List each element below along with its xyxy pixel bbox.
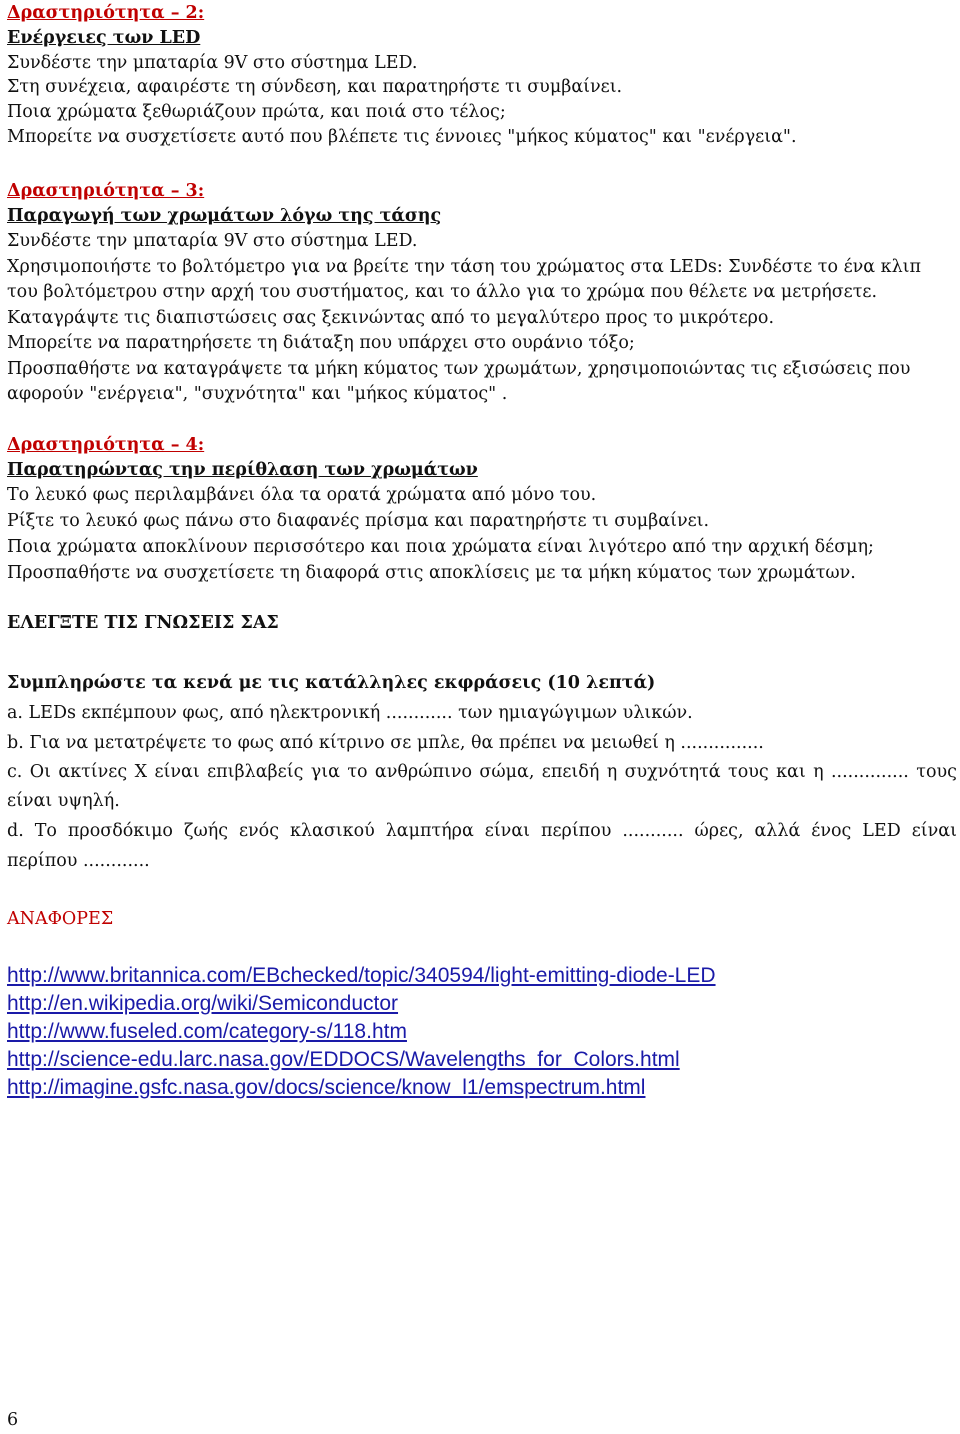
activity2-line: Συνδέστε την μπαταρία 9V στο σύστημα LED.	[7, 53, 418, 73]
reference-link-britannica[interactable]: http://www.britannica.com/EBchecked/topic/340594/light-emitting-diode-LED	[7, 964, 716, 987]
item-c-word: τους	[916, 762, 957, 782]
item-c-word: σώμα,	[479, 762, 535, 782]
item-d-word: αλλά	[754, 821, 801, 841]
activity3-line: Προσπαθήστε να καταγράψετε τα μήκη κύματος των χρωμάτων, χρησιμοποιώντας τις εξισώσεις που	[7, 359, 911, 379]
activity2-line: Στη συνέχεια, αφαιρέστε τη σύνδεση, και παρατηρήστε τι συμβαίνει.	[7, 77, 623, 97]
reference-link-wikipedia[interactable]: http://en.wikipedia.org/wiki/Semiconductor	[7, 992, 399, 1015]
activity2-subtitle: Ενέργειες των LED	[7, 28, 201, 48]
item-c-word: ..............	[830, 762, 909, 782]
item-c-word: η	[813, 762, 824, 782]
activity3-line: Χρησιμοποιήστε το βολτόμετρο για να βρείτε την τάση του χρώματος στα LEDs: Συνδέστε το ένα κλιπ	[7, 257, 922, 277]
item-d-word: LED	[862, 821, 901, 841]
item-c-word: ακτίνες	[58, 762, 128, 782]
item-d-word: ώρες,	[694, 821, 744, 841]
check-item-a: a. LEDs εκπέμπουν φως, από ηλεκτρονική ............ των ημιαγώγιμων υλικών.	[7, 703, 693, 723]
references-heading: ΑΝΑΦΟΡΕΣ	[7, 909, 114, 929]
reference-link-nasa-wavelengths[interactable]: http://science-edu.larc.nasa.gov/EDDOCS/Wavelengths_for_Colors.html	[7, 1048, 680, 1071]
check-item-c-line2: είναι υψηλή.	[7, 791, 120, 811]
activity3-line: του βολτόμετρου στην αρχή του συστήματος, και το άλλο για το χρώμα που θέλετε να μετρήσετε.	[7, 282, 878, 302]
activity4-title: Δραστηριότητα – 4:	[7, 435, 205, 455]
activity3-line: Συνδέστε την μπαταρία 9V στο σύστημα LED.	[7, 231, 418, 251]
item-d-word: είναι	[484, 821, 530, 841]
activity3-subtitle: Παραγωγή των χρωμάτων λόγω της τάσης	[7, 206, 442, 226]
activity3-line: Καταγράψτε τις διαπιστώσεις σας ξεκινώντας από το μεγαλύτερο προς το μικρότερο.	[7, 308, 775, 328]
activity2-title: Δραστηριότητα – 2:	[7, 3, 205, 23]
check-item-d-line2: περίπου ............	[7, 851, 150, 871]
activity4-line: Ποια χρώματα αποκλίνουν περισσότερο και ποια χρώματα είναι λιγότερο από την αρχική δέσμη;	[7, 537, 874, 557]
item-c-word: συχνότητά	[624, 762, 721, 782]
item-c-word: ανθρώπινο	[374, 762, 473, 782]
item-d-word: ζωής	[183, 821, 228, 841]
activity4-line: Ρίξτε το λευκό φως πάνω στο διαφανές πρίσμα και παρατηρήστε τι συμβαίνει.	[7, 511, 710, 531]
item-c-word: και	[776, 762, 806, 782]
item-d-word: λαμπτήρα	[385, 821, 474, 841]
check-instruction: Συμπληρώστε τα κενά με τις κατάλληλες εκφράσεις (10 λεπτά)	[7, 673, 656, 693]
item-c-word: επειδή	[541, 762, 600, 782]
check-item-b: b. Για να μετατρέψετε το φως από κίτρινο σε μπλε, θα πρέπει να μειωθεί η ...............	[7, 733, 764, 753]
check-item-c-line1	[7, 760, 957, 784]
activity2-line: Ποια χρώματα ξεθωριάζουν πρώτα, και ποιά στο τέλος;	[7, 102, 506, 122]
item-d-word: ενός	[238, 821, 280, 841]
item-d-word: d.	[7, 821, 24, 841]
item-c-word: Χ	[134, 762, 148, 782]
activity4-subtitle: Παρατηρώντας την περίθλαση των χρωμάτων	[7, 460, 478, 480]
item-d-word: προσδόκιμο	[67, 821, 173, 841]
item-d-word: Το	[34, 821, 57, 841]
activity4-line: Το λευκό φως περιλαμβάνει όλα τα ορατά χρώματα από μόνο του.	[7, 485, 597, 505]
reference-link-nasa-emspectrum[interactable]: http://imagine.gsfc.nasa.gov/docs/science/know_l1/emspectrum.html	[7, 1076, 646, 1099]
item-d-word: είναι	[911, 821, 957, 841]
activity4-line: Προσπαθήστε να συσχετίσετε τη διαφορά στις αποκλίσεις με τα μήκη κύματος των χρωμάτων.	[7, 563, 856, 583]
activity2-line: Μπορείτε να συσχετίσετε αυτό που βλέπετε τις έννοιες "μήκος κύματος" και "ενέργεια".	[7, 127, 797, 147]
item-d-word: περίπου	[540, 821, 612, 841]
item-c-word: τους	[728, 762, 769, 782]
activity3-line: Μπορείτε να παρατηρήσετε τη διάταξη που υπάρχει στο ουράνιο τόξο;	[7, 333, 635, 353]
item-c-word: είναι	[154, 762, 200, 782]
item-c-word: το	[347, 762, 368, 782]
check-heading: ΕΛΕΓΞΤΕ ΤΙΣ ΓΝΩΣΕΙΣ ΣΑΣ	[7, 613, 279, 633]
item-c-word: για	[310, 762, 340, 782]
item-d-word: ...........	[622, 821, 684, 841]
item-d-word: ένος	[811, 821, 852, 841]
item-c-word: η	[606, 762, 618, 782]
item-c-word: επιβλαβείς	[207, 762, 304, 782]
check-item-d-line1	[7, 819, 957, 843]
activity3-line: αφορούν "ενέργεια", "συχνότητα" και "μήκος κύματος" .	[7, 384, 508, 404]
activity3-title: Δραστηριότητα – 3:	[7, 181, 205, 201]
item-c-word: Οι	[29, 762, 51, 782]
item-c-word: c.	[7, 762, 23, 782]
reference-link-fuseled[interactable]: http://www.fuseled.com/category-s/118.htm	[7, 1020, 407, 1043]
page-number: 6	[7, 1410, 19, 1430]
item-d-word: κλασικού	[289, 821, 375, 841]
